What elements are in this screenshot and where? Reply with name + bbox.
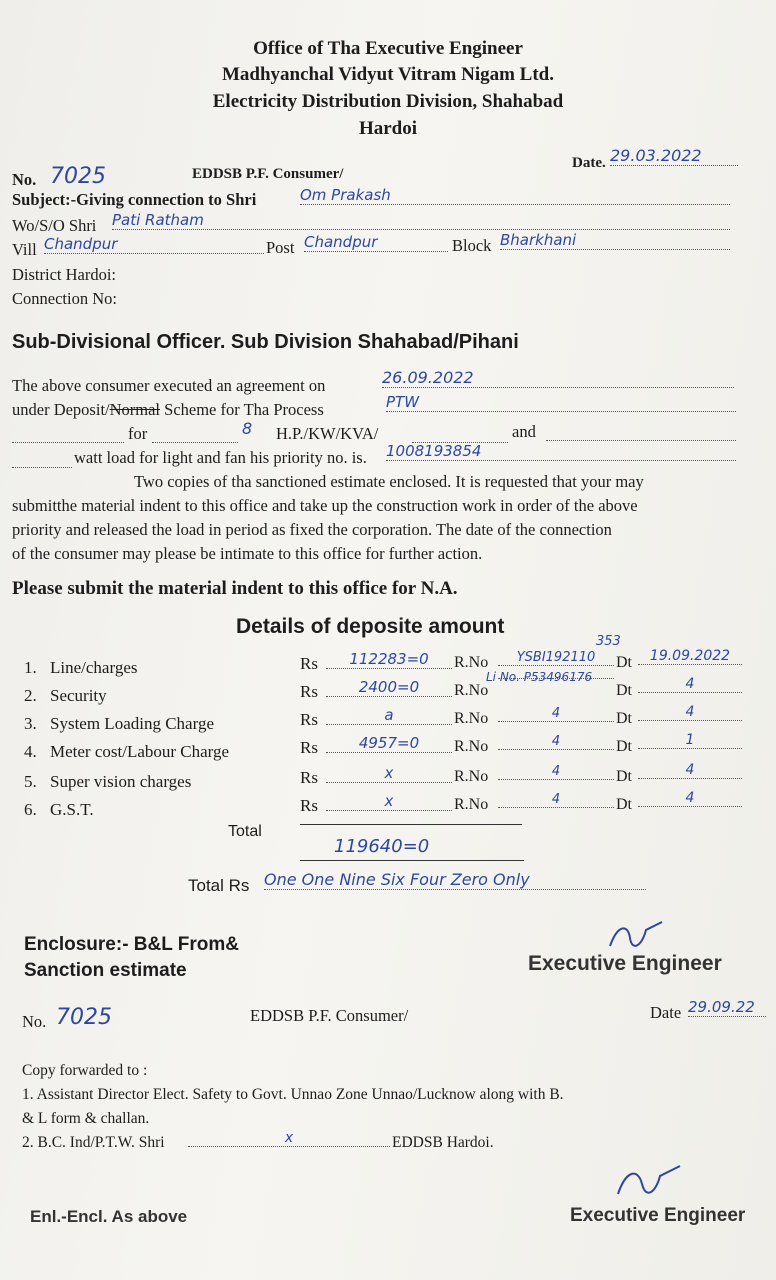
rno-label: R.No (454, 768, 489, 785)
subject-value: Om Prakash (300, 186, 730, 205)
rs-value: x (326, 792, 452, 811)
dt-value: 4 (638, 704, 742, 721)
vill-label: Vill (12, 240, 37, 259)
enclosure-above: Enl.-Encl. As above (30, 1207, 188, 1226)
for-text: for (128, 424, 148, 443)
dt-label: Dt (616, 768, 632, 785)
rno-label: R.No (454, 710, 489, 727)
signature-2 (614, 1160, 684, 1209)
rno-label: R.No (454, 738, 489, 755)
copy-item-2-value: x (188, 1130, 390, 1147)
copy-item-2b: EDDSB Hardoi. (392, 1134, 494, 1151)
rs-label: Rs (300, 710, 318, 729)
enclosure-label: Enclosure:- B&L From& (24, 934, 240, 955)
rs-label: Rs (300, 768, 318, 787)
para-line-1: Two copies of tha sanctioned estimate enclosed. It is requested that your may (134, 472, 644, 491)
copy-item-2a: 2. B.C. Ind/P.T.W. Shri (22, 1134, 165, 1151)
deposit-row-num: 4. (24, 742, 37, 761)
office-title: Office of Tha Executive Engineer (253, 38, 523, 59)
post-label: Post (266, 238, 295, 257)
scheme-value: PTW (386, 393, 736, 412)
company-name: Madhyanchal Vidyut Vitram Nigam Ltd. (221, 64, 554, 85)
rno-label: R.No (454, 682, 489, 699)
rno-label: R.No (454, 654, 489, 671)
block-label: Block (452, 236, 492, 255)
normal-strike: Normal (109, 400, 161, 419)
annotation-lino: Li No. P53496176 (486, 670, 593, 684)
deposit-row-num: 1. (24, 658, 37, 677)
para-line-3: priority and released the load in period as fixed the corporation. The date of the connection (12, 520, 612, 539)
rno-label: R.No (454, 796, 489, 813)
total-label: Total (228, 823, 262, 840)
district-label: District Hardoi: (12, 265, 117, 284)
deposit-row-label: Super vision charges (50, 772, 192, 791)
blank-line (546, 424, 736, 441)
deposit-row-label: Security (50, 686, 107, 705)
deposit-row-num: 6. (24, 800, 37, 819)
rs-label: Rs (300, 682, 318, 701)
agreement-text: The above consumer executed an agreement on (12, 376, 326, 395)
ref-no-value: 7025 (50, 164, 106, 189)
deposit-row-num: 5. (24, 772, 37, 791)
dt-label: Dt (616, 710, 632, 727)
hp-text: H.P./KW/KVA/ (276, 424, 379, 443)
deposit-scheme-line (12, 400, 324, 420)
signature-scribble (614, 1160, 684, 1204)
rno-value: 4 (498, 764, 614, 780)
rs-value: x (326, 764, 452, 783)
and-text: and (512, 422, 536, 441)
footer-date-value: 29.09.22 (688, 998, 766, 1017)
deposit-text-b: Scheme for Tha Process (160, 400, 324, 419)
rs-label: Rs (300, 654, 318, 673)
dt-label: Dt (616, 654, 632, 671)
sanction-label: Sanction estimate (24, 960, 187, 981)
district-heading: Hardoi (358, 118, 418, 139)
rs-value: 4957=0 (326, 734, 452, 753)
vill-value: Chandpur (44, 235, 264, 254)
watt-text: watt load for light and fan his priority no. is. (74, 448, 367, 467)
rno-value: 4 (498, 734, 614, 750)
dt-label: Dt (616, 682, 632, 699)
footer-eddsb: EDDSB P.F. Consumer/ (250, 1006, 409, 1025)
dt-label: Dt (616, 796, 632, 813)
executive-engineer-1: Executive Engineer (528, 952, 722, 975)
dt-value: 4 (638, 762, 742, 779)
executive-engineer-2: Executive Engineer (570, 1205, 746, 1226)
rs-label: Rs (300, 796, 318, 815)
sdo-title: Sub-Divisional Officer. Sub Division Shahabad/Pihani (12, 331, 519, 353)
eddsb-ref: EDDSB P.F. Consumer/ (192, 166, 344, 182)
agreement-date: 26.09.2022 (382, 368, 734, 388)
blank-line (12, 451, 72, 468)
wo-value: Pati Ratham (112, 211, 730, 230)
blank-line (12, 426, 124, 443)
total-rs-words: One One Nine Six Four Zero Only (264, 870, 646, 890)
rno-value (498, 678, 614, 679)
subject-label: Subject:-Giving connection to Shri (12, 190, 257, 209)
deposit-row-label: System Loading Charge (50, 714, 214, 733)
deposit-row-label: Meter cost/Labour Charge (50, 742, 230, 761)
rno-value: YSBI192110 (498, 650, 614, 666)
dt-value: 4 (638, 790, 742, 807)
total-rs-label: Total Rs (188, 876, 250, 895)
footer-no-value: 7025 (56, 1005, 112, 1030)
annotation-353: 353 (596, 634, 621, 649)
division-name: Electricity Distribution Division, Shahabad (212, 91, 564, 112)
para-line-4: of the consumer may please be intimate to this office for further action. (12, 544, 483, 563)
signature-scribble (606, 916, 666, 956)
para-line-2: submitthe material indent to this office and take up the construction work in order of the above (12, 496, 638, 515)
hp-value: 8 (242, 419, 253, 438)
deposit-row-num: 3. (24, 714, 37, 733)
dt-value: 19.09.2022 (638, 648, 742, 665)
deposit-row-label: G.S.T. (50, 800, 94, 819)
rs-value: 112283=0 (326, 650, 452, 669)
footer-no-label: No. (22, 1012, 47, 1031)
total-value: 119640=0 (334, 836, 430, 857)
rs-value: a (326, 706, 452, 725)
rs-label: Rs (300, 738, 318, 757)
wo-label: Wo/S/O Shri (12, 216, 97, 235)
blank-line (412, 426, 508, 443)
dt-label: Dt (616, 738, 632, 755)
priority-value: 1008193854 (386, 442, 736, 461)
ref-no-label: No. (12, 170, 37, 189)
footer-date-label: Date (650, 1003, 682, 1022)
total-rule (300, 824, 522, 825)
copy-title: Copy forwarded to : (22, 1062, 148, 1079)
date-value: 29.03.2022 (610, 146, 738, 166)
rno-value: 4 (498, 792, 614, 808)
submit-indent-line: Please submit the material indent to this office for N.A. (12, 578, 458, 599)
deposit-title: Details of deposite amount (236, 615, 505, 638)
dt-value: 4 (638, 676, 742, 693)
connection-label: Connection No: (12, 289, 117, 308)
deposit-text-a: under Deposit/ (12, 400, 110, 419)
post-value: Chandpur (304, 233, 448, 252)
dt-value: 1 (638, 732, 742, 749)
deposit-row-label: Line/charges (50, 658, 138, 677)
total-rule (300, 860, 524, 861)
copy-item-1a: 1. Assistant Director Elect. Safety to Govt. Unnao Zone Unnao/Lucknow along with B. (22, 1086, 564, 1103)
rno-value: 4 (498, 706, 614, 722)
date-label: Date. (572, 155, 606, 171)
deposit-row-num: 2. (24, 686, 37, 705)
rs-value: 2400=0 (326, 678, 452, 697)
blank-line (152, 426, 238, 443)
copy-item-1b: & L form & challan. (22, 1110, 150, 1127)
block-value: Bharkhani (500, 231, 730, 250)
